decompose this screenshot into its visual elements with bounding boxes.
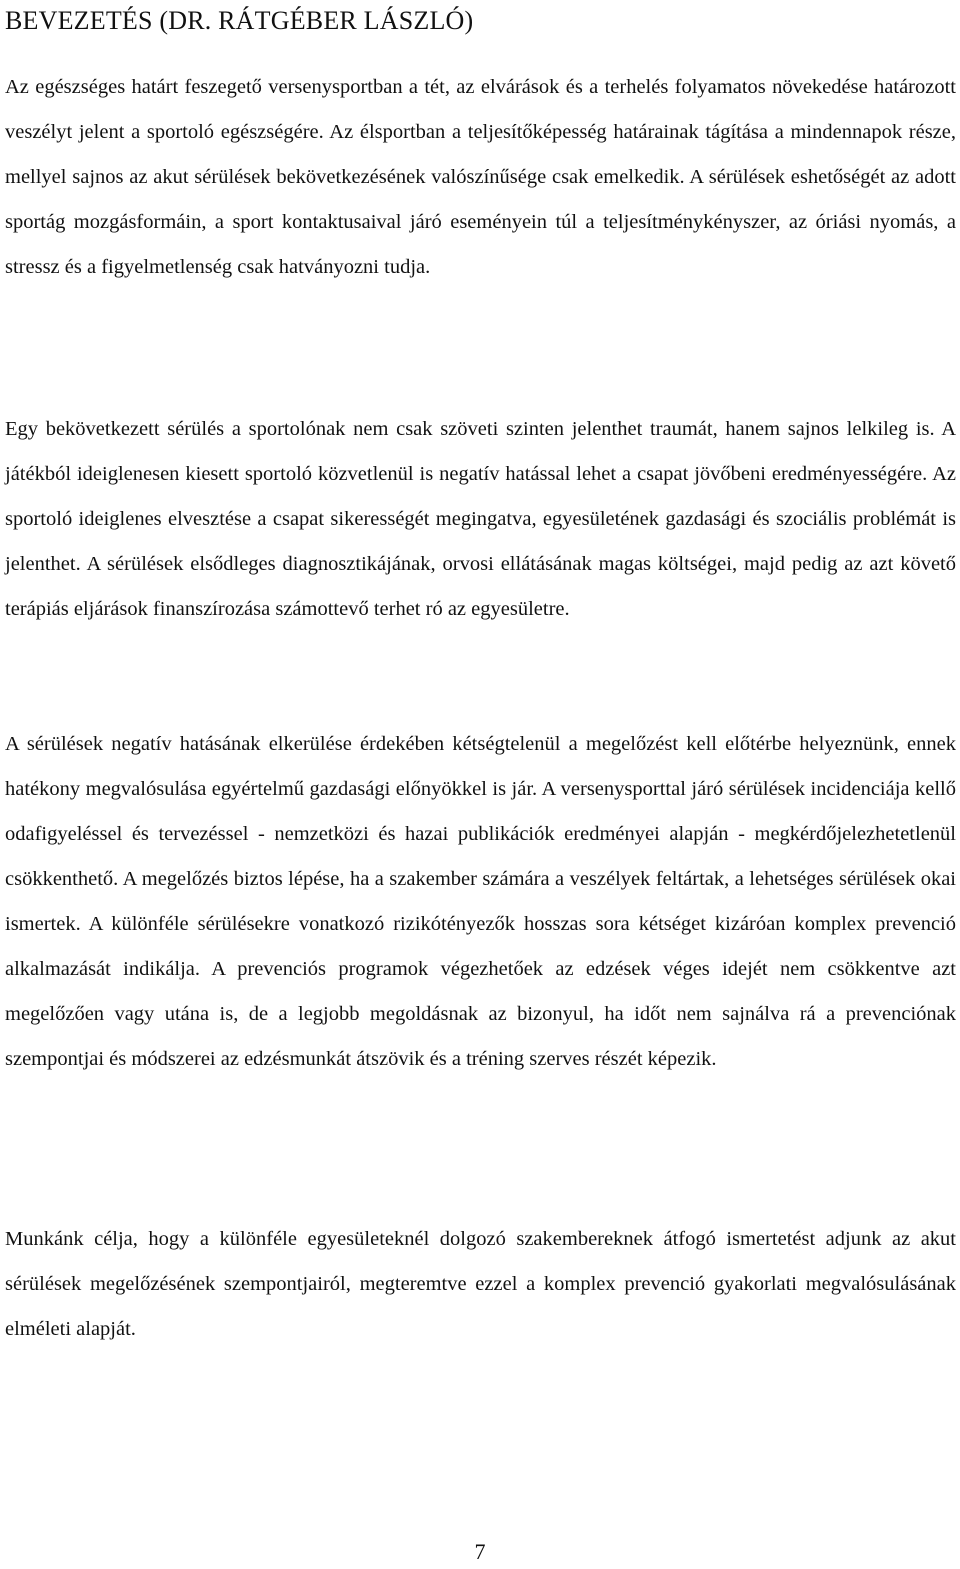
paragraph-3: A sérülések negatív hatásának elkerülése érdekében kétségtelenül a megelőzést kell előtérbe helyeznünk, ennek hatékony megvalósulása egyértelmű gazdasági előnyökkel is jár. A versenysporttal járó sérülések incidenciája kellő odafigyeléssel és tervezéssel - nemzetközi és hazai publikációk eredményei alapján - megkérdőjelezhetetlenül csökkenthető. A megelőzés biztos lépése, ha a szakember számára a veszélyek feltártak, a lehetséges sérülések okai ismertek. A különféle sérülésekre vonatkozó rizikótényezők hosszas sora kétséget kizáróan komplex prevenció alkalmazását indikálja. A prevenciós programok végezhetőek az edzések véges idejét nem csökkentve azt megelőzően vagy utána is, de a legjobb megoldásnak az bizonyul, ha időt nem sajnálva rá a prevenciónak szempontjai és módszerei az edzésmunkát átszövik és a tréning szerves részét képezik.: [5, 733, 956, 1070]
page-number: 7: [474, 1539, 486, 1564]
paragraph-4: Munkánk célja, hogy a különféle egyesületeknél dolgozó szakembereknek átfogó ismertetést adjunk az akut sérülések megelőzésének szempontjairól, megteremtve ezzel a komplex prevenció gyakorlati megvalósulásának elméleti alapját.: [5, 1228, 956, 1340]
paragraph-1: Az egészséges határt feszegető versenysportban a tét, az elvárások és a terhelés folyamatos növekedése határozott veszélyt jelent a sportoló egészségére. Az élsportban a teljesítőképesség határainak tágítása a mindennapok része, mellyel sajnos az akut sérülések bekövetkezésének valószínűsége csak emelkedik. A sérülések eshetőségét az adott sportág mozgásformáin, a sport kontaktusaival járó eseményein túl a teljesítménykényszer, az óriási nyomás, a stressz és a figyelmetlenség csak hatványozni tudja.: [5, 76, 956, 278]
paragraph-2: Egy bekövetkezett sérülés a sportolónak nem csak szöveti szinten jelenthet traumát, hanem sajnos lelkileg is. A játékból ideiglenesen kiesett sportoló közvetlenül is negatív hatással lehet a csapat jövőbeni eredményességére. Az sportoló ideiglenes elvesztése a csapat sikerességét megingatva, egyesületének gazdasági és szociális problémát is jelenthet. A sérülések elsődleges diagnosztikájának, orvosi ellátásának magas költségei, majd pedig az azt követő terápiás eljárások finanszírozása számottevő terhet ró az egyesületre.: [5, 418, 956, 620]
section-heading: BEVEZETÉS (DR. RÁTGÉBER LÁSZLÓ): [5, 6, 474, 35]
